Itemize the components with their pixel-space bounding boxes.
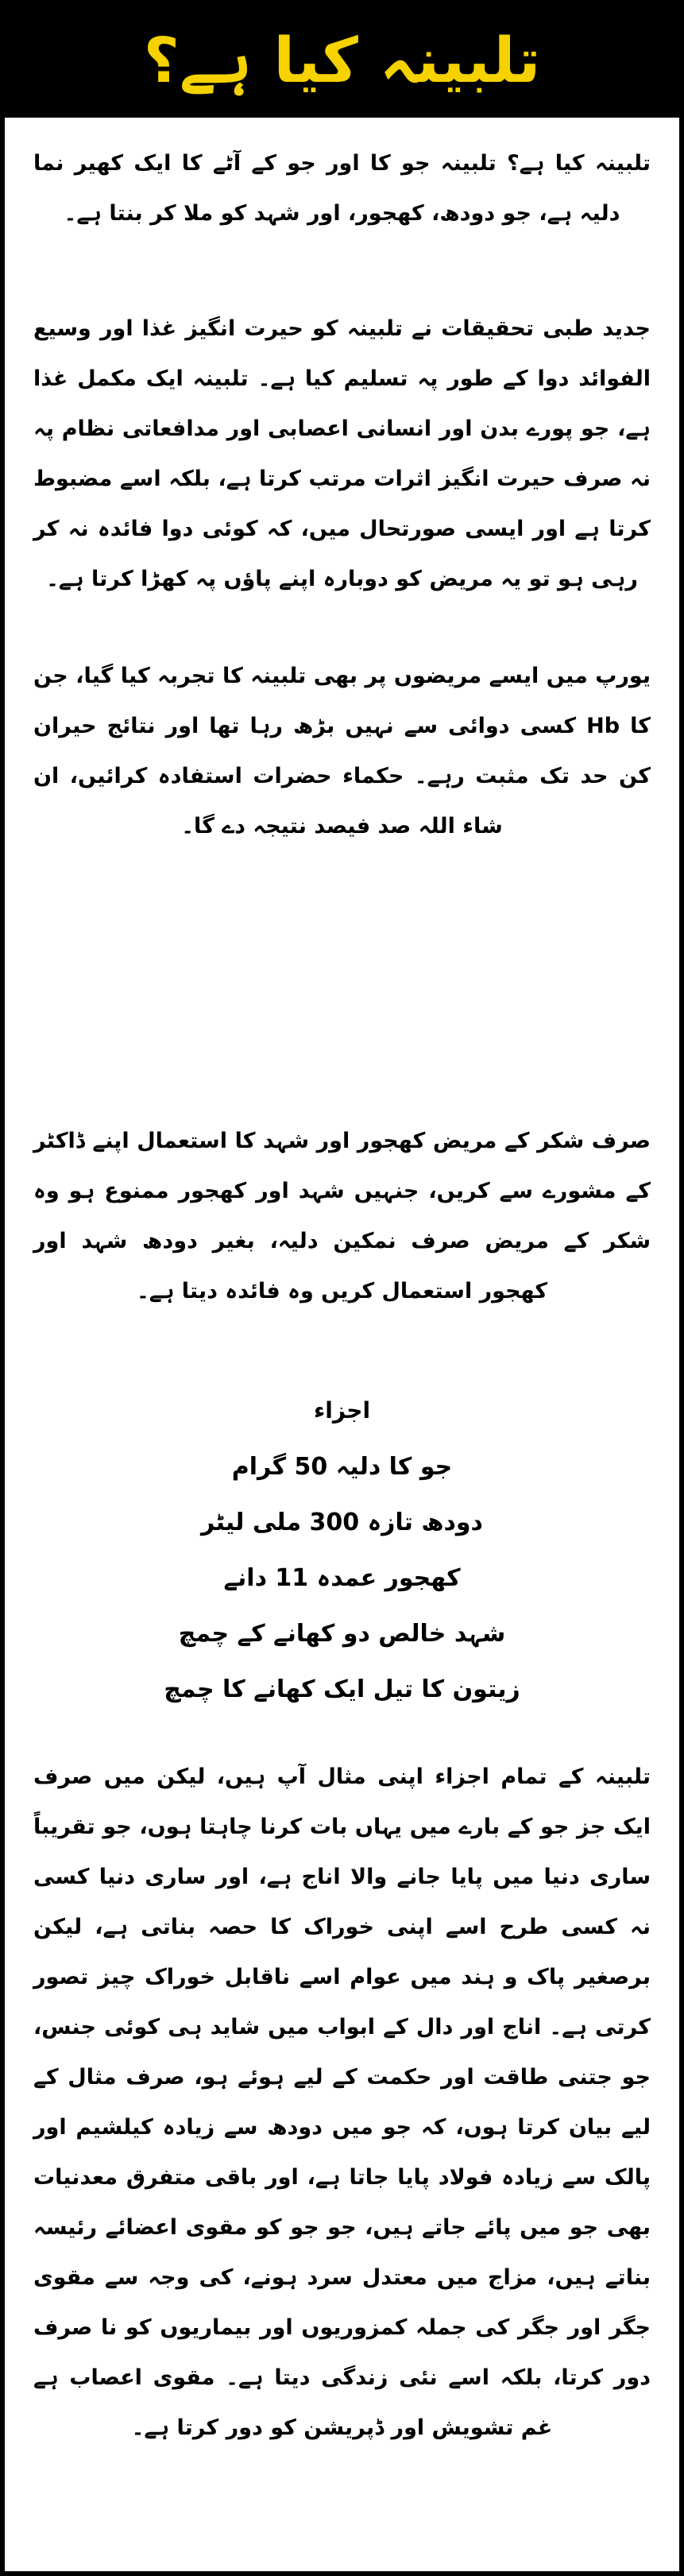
closing-paragraph: تلبینہ کے تمام اجزاء اپنی مثال آپ ہیں، لیکن میں صرف ایک جز جو کے بارے میں یہاں بات کرنا چاہتا ہوں، جو تقریباً ساری دنیا میں پایا جانے والا اناج ہے، اور ساری دنیا کسی نہ کسی طرح اسے اپنی خوراک کا حصہ بناتی ہے، لیکن برصغیر پاک و ہند میں عوام اسے ناقابل خوراک چیز تصور کرتی ہے۔ اناج اور دال کے ابواب میں شاید ہی کوئی جنس، جو جتنی طاقت اور حکمت کے لیے ہوئے ہو، صرف مثال کے لیے بیان کرتا ہوں، کہ جو میں دودھ سے زیادہ کیلشیم اور پالک سے زیادہ فولاد پایا جاتا ہے، اور باقی متفرق معدنیات بھی جو میں پائے جاتے ہیں، جو جو کو مقوی اعضائے رئیسہ بناتے ہیں، مزاج میں معتدل سرد ہونے، کی وجہ سے مقوی جگر اور جگر کی جملہ کمزوریوں اور بیماریوں کو نا صرف دور کرتا، بلکہ اسے نئی زندگی دیتا ہے۔ مقوی اعصاب ہے غم تشویش اور ڈپریشن کو دور کرتا ہے۔: [33, 1764, 651, 2440]
article-body: [33, 138, 651, 2547]
ingredients-section: [33, 1382, 651, 1718]
ingredients-list: [33, 1439, 651, 1718]
ingredient-item: زیتون کا تیل ایک کھانے کا چمچ: [164, 1675, 520, 1703]
ingredient-item: شہد خالص دو کھانے کے چمچ: [178, 1620, 506, 1648]
page-title: تلبینہ کیا ہے؟: [143, 25, 541, 97]
title-banner: [5, 5, 679, 118]
ingredients-heading: اجزاء: [313, 1397, 371, 1424]
research-paragraph: جدید طبی تحقیقات نے تلبینہ کو حیرت انگیز غذا اور وسیع الفوائد دوا کے طور پہ تسلیم کیا ہے۔ تلبینہ ایک مکمل غذا ہے، جو پورے بدن اور انسانی اعصابی اور مدافعاتی نظام پہ نہ صرف حیرت انگیز اثرات مرتب کرتا ہے، بلکہ اسے مضبوط کرتا ہے اور ایسی صورتحال میں، کہ کوئی دوا فائدہ نہ کر رہی ہو تو یہ مریض کو دوبارہ اپنے پاؤں پہ کھڑا کرتا ہے۔: [33, 316, 651, 591]
ingredient-item: کھجور عمدہ 11 دانے: [223, 1564, 461, 1592]
ingredient-item: جو کا دلیہ 50 گرام: [231, 1453, 453, 1481]
intro-paragraph: تلبینہ کیا ہے؟ تلبینہ جو کا اور جو کے آٹے کا ایک کھیر نما دلیہ ہے، جو دودھ، کھجور، اور شہد کو ملا کر بنتا ہے۔: [33, 151, 651, 226]
europe-paragraph: یورپ میں ایسے مریضوں پر بھی تلبینہ کا تجربہ کیا گیا، جن کا Hb کسی دوائی سے نہیں بڑھ رہا تھا اور نتائج حیران کن حد تک مثبت رہے۔ حکماء حضرات استفادہ کرائیں، ان شاء اللہ صد فیصد نتیجہ دے گا۔: [33, 664, 651, 839]
diabetes-paragraph: صرف شکر کے مریض کھجور اور شہد کا استعمال اپنے ڈاکٹر کے مشورے سے کریں، جنہیں شہد اور کھجور ممنوع ہو وہ شکر کے مریض صرف نمکین دلیہ، بغیر دودھ شہد اور کھجور استعمال کریں وہ فائدہ دیتا ہے۔: [33, 1129, 651, 1303]
ingredient-item: دودھ تازہ 300 ملی لیٹر: [201, 1509, 483, 1536]
